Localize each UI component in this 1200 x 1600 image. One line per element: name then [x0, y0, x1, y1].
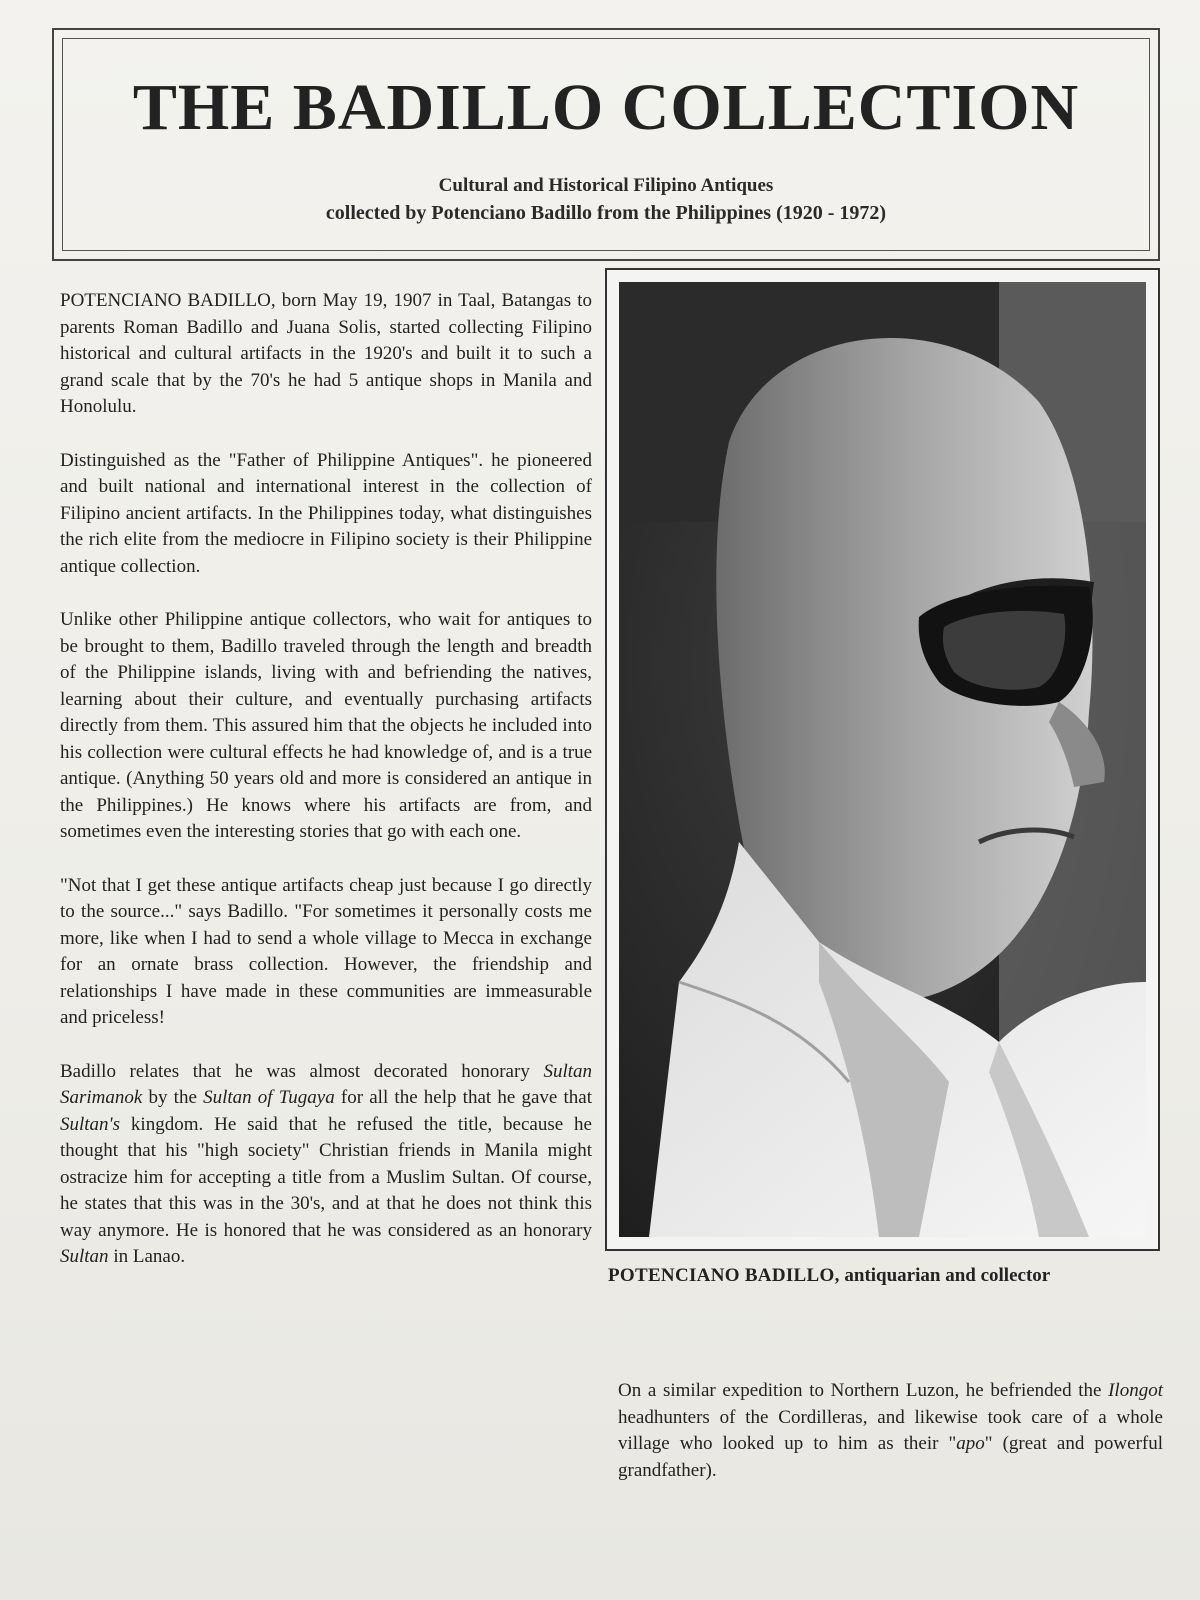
paragraph-biography: POTENCIANO BADILLO, born May 19, 1907 in Taal, Batangas to parents Roman Badillo and Juana Solis, started collecting Filipino historical and cultural artifacts in the 1920's and built it to such a grand scale that by the 70's he had 5 antique shops in Manila and Honolulu. — [60, 290, 592, 417]
caption-role: antiquarian and collector — [839, 1265, 1051, 1286]
portrait-frame — [605, 268, 1160, 1251]
subtitle-line-2: collected by Potenciano Badillo from the Philippines (1920 - 1972) — [325, 202, 887, 224]
page-title: THE BADILLO COLLECTION — [132, 71, 1080, 144]
article-right-column — [618, 1378, 1163, 1484]
caption-name: POTENCIANO BADILLO, — [608, 1265, 840, 1286]
portrait-caption — [608, 1265, 1168, 1287]
title-banner — [52, 28, 1160, 261]
article-left-column — [60, 288, 592, 1298]
portrait-illustration — [619, 282, 1146, 1237]
paragraph-quote: "Not that I get these antique artifacts cheap just because I go directly to the source..." says Badillo. "For sometimes it personally costs me more, like when I had to send a whole village to Mecca in exchange for an ornate brass collection. However, the friendship and relationships I have made in these communities are immeasurable and priceless! — [60, 874, 592, 1028]
paragraph-father-of-antiques: Distinguished as the "Father of Philippine Antiques". he pioneered and built national and international interest in the collection of Filipino ancient artifacts. In the Philippines today, what distinguishes the rich elite from the mediocre in Filipino society is their Philippine antique collection. — [60, 449, 592, 577]
paragraph-collecting-method: Unlike other Philippine antique collectors, who wait for antiques to be brought to them, Badillo traveled through the length and breadth of the Philippine islands, living with and befriending the natives, learning about their culture, and eventually purchasing artifacts directly from them. This assured him that the objects he included into his collection were cultural effects he had knowledge of, and is a true antique. (Anything 50 years old and more is considered an antique in the Philippines.) He knows where his artifacts are from, and sometimes even the interesting stories that go with each one. — [60, 609, 592, 842]
paragraph-northern-luzon: On a similar expedition to Northern Luzon, he befriended the Ilongot headhunters of the Cordilleras, and likewise took care of a whole village who looked up to him as their "apo" (great and powerful grandfather). — [618, 1380, 1164, 1481]
portrait-photo — [619, 282, 1146, 1237]
paragraph-sultan-title: Badillo relates that he was almost decorated honorary Sultan Sarimanok by the Sultan of Tugaya for all the help that he gave that Sultan's kingdom. He said that he refused the title, because he thought that his "high society" Christian friends in Manila might ostracize him for accepting a title from a Muslim Sultan. Of course, he states that this was in the 30's, and at that he does not think this way anymore. He is honored that he was considered as an honorary Sultan in Lanao. — [60, 1060, 592, 1267]
subtitle-line-1: Cultural and Historical Filipino Antiques — [438, 175, 774, 196]
